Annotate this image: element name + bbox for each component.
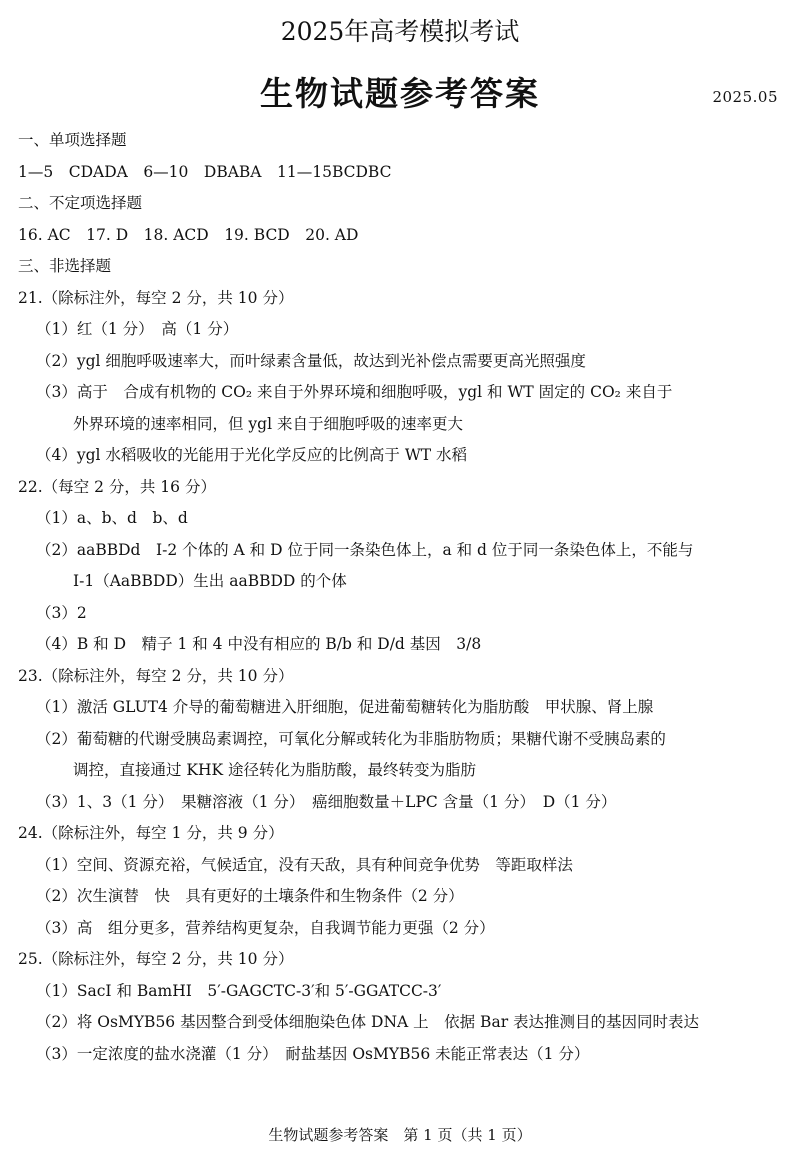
q23-part-2-cont: 调控，直接通过 KHK 途径转化为脂肪酸，最终转变为脂肪	[73, 761, 477, 779]
question-22-header: 22.（每空 2 分，共 16 分）	[18, 477, 216, 496]
q21-part-1: （1）红（1 分） 高（1 分）	[36, 320, 239, 338]
q25-part-1: （1）SacⅠ 和 BamHⅠ 5′-GAGCTC-3′和 5′-GGATCC-3′	[36, 981, 442, 1000]
answers-16-20: 16. AC 17. D 18. ACD 19. BCD 20. AD	[18, 225, 359, 244]
page-footer: 生物试题参考答案 第 1 页（共 1 页）	[268, 1126, 532, 1144]
question-21-header: 21.（除标注外，每空 2 分，共 10 分）	[18, 288, 294, 307]
question-25-header: 25.（除标注外，每空 2 分，共 10 分）	[18, 950, 294, 968]
q25-part-3: （3）一定浓度的盐水浇灌（1 分） 耐盐基因 OsMYB56 未能正常表达（1 分）	[36, 1044, 590, 1063]
q23-part-3: （3）1、3（1 分） 果糖溶液（1 分） 癌细胞数量＋LPC 含量（1 分） D（1 分）	[36, 792, 617, 811]
q21-part-4: （4）ygl 水稻吸收的光能用于光化学反应的比例高于 WT 水稻	[36, 446, 468, 464]
q25-part-2: （2）将 OsMYB56 基因整合到受体细胞染色体 DNA 上 依据 Bar 表达推测目的基因同时表达	[36, 1013, 700, 1031]
q21-part-3: （3）高于 合成有机物的 CO₂ 来自于外界环境和细胞呼吸，ygl 和 WT 固定的 CO₂ 来自于	[36, 383, 673, 401]
answers-1-15: 1—5 CDADA 6—10 DBABA 11—15BCDBC	[18, 162, 392, 181]
answer-body	[18, 130, 786, 1075]
question-23-header: 23.（除标注外，每空 2 分，共 10 分）	[18, 666, 294, 685]
q22-part-2-cont: Ⅰ-1（AaBBDD）生出 aaBBDD 的个体	[73, 572, 347, 590]
paper-title: 生物试题参考答案	[260, 74, 540, 113]
q22-part-1: （1）a、b、d b、d	[36, 509, 188, 527]
q24-part-1: （1）空间、资源充裕，气候适宜，没有天敌，具有种间竞争优势 等距取样法	[36, 855, 573, 874]
q21-part-3-cont: 外界环境的速率相同，但 ygl 来自于细胞呼吸的速率更大	[73, 414, 463, 433]
question-24-header: 24.（除标注外，每空 1 分，共 9 分）	[18, 824, 284, 842]
q22-part-2: （2）aaBBDd Ⅰ-2 个体的 A 和 D 位于同一条染色体上，a 和 d 位于同一条染色体上，不能与	[36, 540, 694, 559]
section-heading-single-choice: 一、单项选择题	[18, 131, 127, 149]
q24-part-3: （3）高 组分更多，营养结构更复杂，自我调节能力更强（2 分）	[36, 918, 495, 937]
q22-part-4: （4）B 和 D 精子 1 和 4 中没有相应的 B/b 和 D/d 基因 3/8	[36, 635, 482, 653]
q21-part-2: （2）ygl 细胞呼吸速率大，而叶绿素含量低，故达到光补偿点需要更高光照强度	[36, 351, 586, 370]
section-heading-non-choice: 三、非选择题	[18, 257, 112, 275]
q24-part-2: （2）次生演替 快 具有更好的土壤条件和生物条件（2 分）	[36, 887, 464, 905]
q23-part-2: （2）葡萄糖的代谢受胰岛素调控，可氧化分解或转化为非脂肪物质；果糖代谢不受胰岛素的	[36, 729, 666, 748]
exam-date: 2025.05	[712, 88, 778, 106]
q23-part-1: （1）激活 GLUT4 介导的葡萄糖进入肝细胞，促进葡萄糖转化为脂肪酸 甲状腺、肾上腺	[36, 698, 654, 716]
q22-part-3: （3）2	[36, 603, 87, 622]
section-heading-multi-choice: 二、不定项选择题	[18, 194, 143, 212]
exam-title: 2025年高考模拟考试	[280, 17, 520, 46]
